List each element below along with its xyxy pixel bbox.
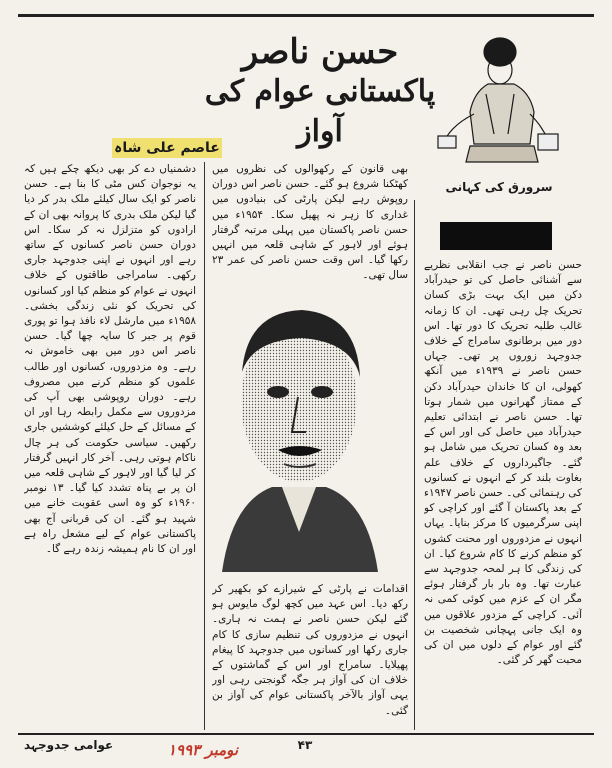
portrait-photo [212,292,386,578]
magazine-name: عوامی جدوجہد [24,738,114,752]
column-divider [204,162,205,730]
page-number: ۴۳ [297,738,313,752]
issue-date-handwritten: نومبر ۱۹۹۳ [167,741,239,759]
sketch-caption: سرورق کی کہانی [445,180,553,194]
column-divider [414,200,415,730]
top-rule [18,14,594,17]
paragraph: دشمنیاں دے کر بھی دیکھ چکے ہیں کہ یہ نوجوان کس مٹی کا بنا ہے۔ حسن ناصر کو ایک سال کیلئے ملک بدر کر دیا گیا لیکن ملک بدری کا پروانہ بھی ان کے ارادوں کو متزلزل نہ کر سکا۔ اس دوران حسن ناصر کسانوں کے ساتھ رہے اور انہوں نے اپنی جدوجہد جاری رکھی۔ سامراجی طاقتوں کے خلاف انہوں نے عوام کو منظم کیا اور کسانوں کی تحریک کو نئی زندگی بخشی۔ ۱۹۵۸ء میں مارشل لاء نافذ ہوا تو پوری قوم پر جبر کا سایہ چھا گیا۔ حسن ناصر اس دور میں بھی خاموش نہ رہے۔ وہ مزدوروں، کسانوں اور طالب علموں کو منظم کرنے میں مصروف رہے۔ دوران روپوشی بھی آپ کی مزدوروں سے مکمل رابطہ رہا اور ان کے مسائل کے حل کیلئے کوششیں جاری رکھیں۔ سیاسی حکومت کی ہر چال ناکام ہوتی رہی۔ آخر کار انہیں گرفتار کر لیا گیا اور لاہور کے شاہی قلعہ میں ان پر بے پناہ تشدد کیا گیا۔ ۱۳ نومبر ۱۹۶۰ء کو وہ اسی عقوبت خانے میں شہید ہو گئے۔ ان کی قربانی آج بھی پاکستانی عوام کے لیے مشعل راہ ہے اور ان کا نام ہمیشہ زندہ رہے گا۔ [24,163,196,556]
article-column-middle-top [212,162,408,284]
article-column-middle-bottom [212,582,408,728]
redacted-block [440,222,552,250]
paragraph: حسن ناصر نے جب انقلابی نظریے سے آشنائی حاصل کی تو حیدرآباد دکن میں ایک بہت بڑی کسان تحریک چل رہی تھی۔ ان کا زمانہ غالب طلبہ تحریک کا دور تھا۔ اس دور میں برطانوی سامراج کے خلاف جدوجہد زوروں پر تھی۔ جہاں حسن ناصر نے ۱۹۳۹ء میں آنکھ کھولی، ان کا خاندان حیدرآباد دکن کے ممتاز گھرانوں میں شمار ہوتا تھا۔ حسن ناصر نے ابتدائی تعلیم حیدرآباد میں حاصل کی اور اس کے بعد وہ کسان تحریک میں شامل ہو گئے۔ جاگیرداروں کے خلاف علم بغاوت بلند کر کے انہوں نے کسانوں کی رہنمائی کی۔ حسن ناصر ۱۹۴۷ء کے بعد پاکستان آ گئے اور کراچی کو اپنی سرگرمیوں کا مرکز بنایا۔ یہاں انہوں نے مزدوروں اور محنت کشوں کو منظم کرنے کا کام شروع کیا۔ ان کی زندگی کا ہر لمحہ جدوجہد سے عبارت تھا۔ وہ بار بار گرفتار ہوئے مگر ان کے عزم میں کوئی کمی نہ آئی۔ کراچی کے مزدور علاقوں میں وہ ایک جانی پہچانی شخصیت بن گئے اور عوام کے دلوں میں ان کی محبت گھر کر گئی۔ [424,259,582,667]
author-byline: عاصم علی شاہ [112,138,222,158]
bottom-rule [18,733,594,735]
article-title [200,32,440,149]
cover-story-sketch [434,34,564,166]
paragraph: اقدامات نے پارٹی کے شیرازے کو بکھیر کر رکھ دیا۔ اس عہد میں کچھ لوگ مایوس ہو گئے لیکن حسن ناصر نے ہمت نہ ہاری۔ انہوں نے مزدوروں کی تنظیم سازی کا کام جاری رکھا اور کسانوں میں جدوجہد کا پیغام پھیلایا۔ سامراج اور اس کے گماشتوں کے خلاف ان کی آواز ہر جگہ گونجتی رہی اور یہی آواز بالآخر پاکستانی عوام کی آواز بن گئی۔ [212,583,408,717]
article-column-right [424,258,582,730]
article-column-left [24,162,196,730]
title-name: حسن ناصر [241,32,399,72]
paragraph: بھی قانون کے رکھوالوں کی نظروں میں کھٹکنا شروع ہو گئے۔ حسن ناصر اس دوران روپوش رہے لیکن پارٹی کی بنیادوں میں غداری کا زہر نہ پھیل سکا۔ ۱۹۵۴ء میں حسن ناصر پاکستان میں پہلی مرتبہ گرفتار ہوئے اور لاہور کے شاہی قلعہ میں انہیں رکھا گیا۔ اس وقت حسن ناصر کی عمر ۲۳ سال تھی۔ [212,163,408,282]
title-subtitle: پاکستانی عوام کی آواز [204,74,436,149]
